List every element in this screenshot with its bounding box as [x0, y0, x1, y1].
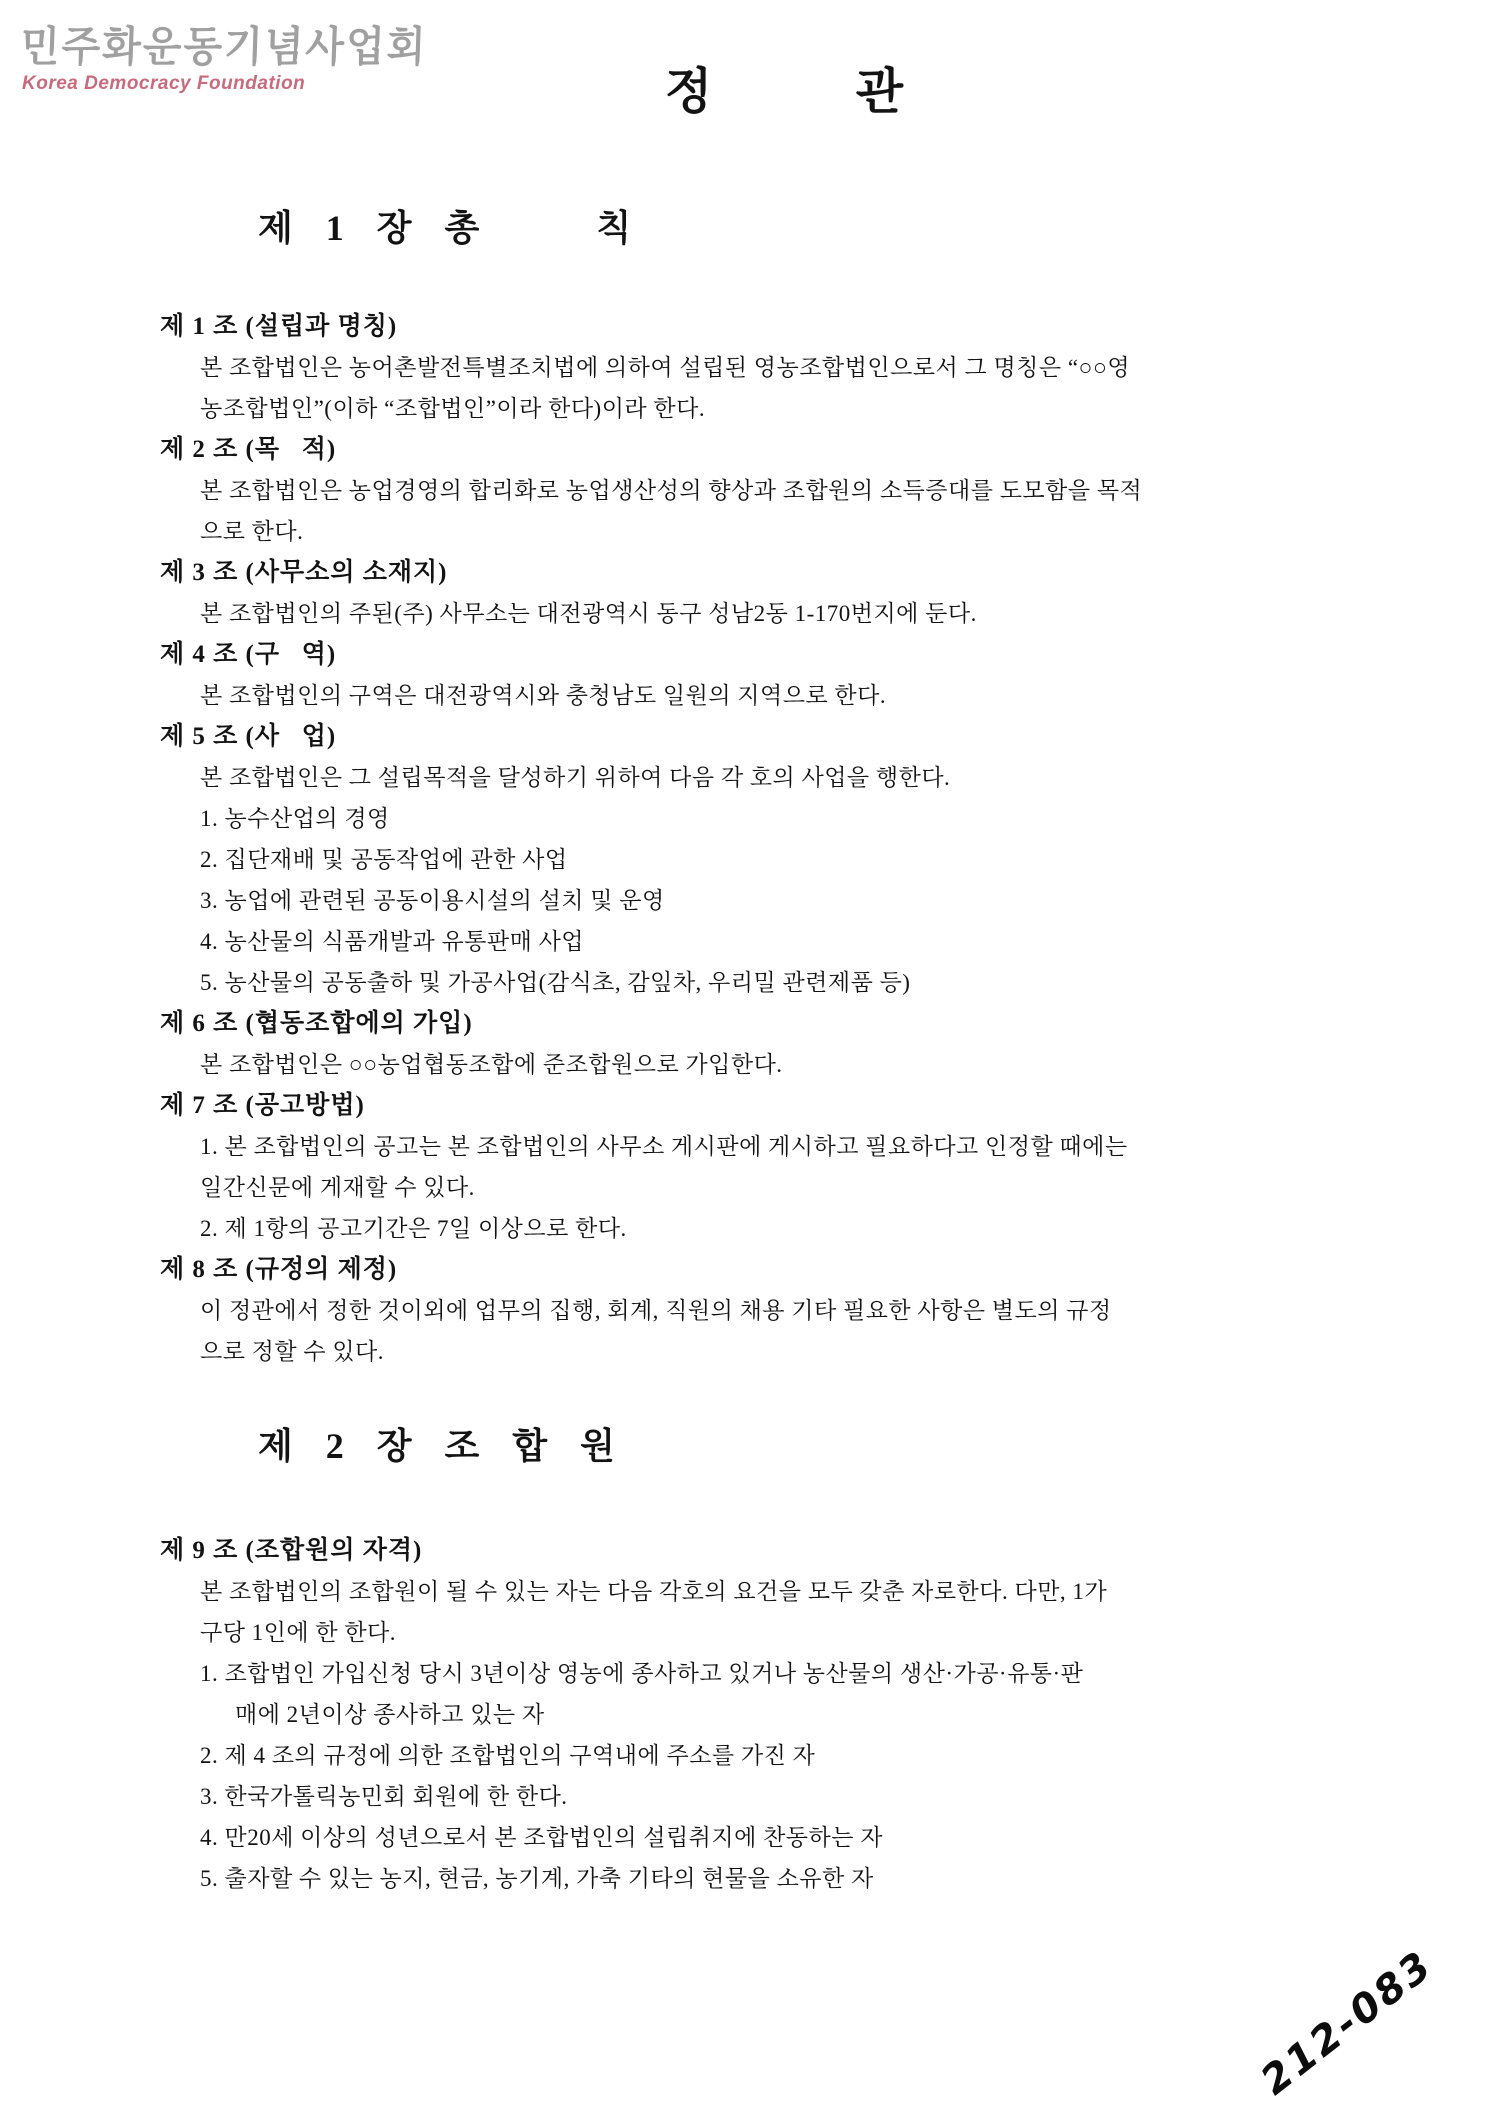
article-3 [160, 552, 1358, 634]
handwritten-archive-number: 212-083 [1252, 1941, 1443, 2105]
article-9-item: 2. 제 4 조의 규정에 의한 조합법인의 구역내에 주소를 가진 자 [200, 1743, 816, 1768]
logo-korean-calligraphy: 민주화운동기념사업회 [20, 23, 429, 72]
chapter-2-heading: 제 2 장 조 합 원 [258, 1426, 627, 1466]
article-3-line: 본 조합법인의 주된(주) 사무소는 대전광역시 동구 성남2동 1-170번지에 둔다. [200, 601, 977, 626]
article-5-item: 5. 농산물의 공동출하 및 가공사업(감식초, 감잎차, 우리밀 관련제품 등) [200, 970, 911, 995]
article-1-line: 본 조합법인은 농어촌발전특별조치법에 의하여 설립된 영농조합법인으로서 그 명칭은 “○○영 [200, 355, 1131, 380]
article-1-line: 농조합법인”(이하 “조합법인”이라 한다)이라 한다. [200, 396, 706, 421]
article-8-line: 이 정관에서 정한 것이외에 업무의 집행, 회계, 직원의 채용 기타 필요한 사항은 별도의 규정 [200, 1298, 1112, 1323]
article-9-heading: 제 9 조 (조합원의 자격) [160, 1537, 423, 1564]
article-4-heading: 제 4 조 (구 역) [160, 641, 337, 668]
document-title: 정 관 [664, 64, 914, 119]
article-9 [160, 1530, 1358, 1899]
article-2-heading: 제 2 조 (목 적) [160, 436, 337, 463]
article-6-heading: 제 6 조 (협동조합에의 가입) [160, 1010, 473, 1037]
article-1 [160, 306, 1358, 429]
article-9-item: 4. 만20세 이상의 성년으로서 본 조합법인의 설립취지에 찬동하는 자 [200, 1825, 883, 1850]
article-5 [160, 716, 1358, 1003]
article-7-item: 1. 본 조합법인의 공고는 본 조합법인의 사무소 게시판에 게시하고 필요하다고 인정할 때에는 [200, 1134, 1128, 1159]
article-6-line: 본 조합법인은 ○○농업협동조합에 준조합원으로 가입한다. [200, 1052, 783, 1077]
article-5-line: 본 조합법인은 그 설립목적을 달성하기 위하여 다음 각 호의 사업을 행한다. [200, 765, 951, 790]
article-5-item: 4. 농산물의 식품개발과 유통판매 사업 [200, 929, 585, 954]
article-5-item: 1. 농수산업의 경영 [200, 806, 390, 831]
article-9-item: 3. 한국가톨릭농민회 회원에 한 한다. [200, 1784, 568, 1809]
article-7-item: 2. 제 1항의 공고기간은 7일 이상으로 한다. [200, 1216, 627, 1241]
article-8-line: 으로 정할 수 있다. [200, 1339, 385, 1364]
article-7 [160, 1085, 1358, 1249]
article-2-line: 본 조합법인은 농업경영의 합리화로 농업생산성의 향상과 조합원의 소득증대를 도모함을 목적 [200, 478, 1143, 503]
article-2-line: 으로 한다. [200, 519, 304, 544]
article-9-item: 5. 출자할 수 있는 농지, 현금, 농기계, 가축 기타의 현물을 소유한 자 [200, 1866, 874, 1891]
article-8 [160, 1249, 1358, 1372]
article-9-line: 구당 1인에 한 한다. [200, 1620, 397, 1645]
article-5-heading: 제 5 조 (사 업) [160, 723, 337, 750]
article-6 [160, 1003, 1358, 1085]
chapter-1-heading: 제 1 장 총 칙 [258, 208, 644, 248]
article-8-heading: 제 8 조 (규정의 제정) [160, 1256, 398, 1283]
article-5-item: 2. 집단재배 및 공동작업에 관한 사업 [200, 847, 568, 872]
article-9-item: 1. 조합법인 가입신청 당시 3년이상 영농에 종사하고 있거나 농산물의 생산·가공·유통·판 [200, 1661, 1084, 1686]
article-1-heading: 제 1 조 (설립과 명칭) [160, 313, 398, 340]
article-4 [160, 634, 1358, 716]
article-7-item-continuation: 일간신문에 게재할 수 있다. [200, 1175, 475, 1200]
logo-english-text: Korea Democracy Foundation [22, 73, 306, 94]
article-5-item: 3. 농업에 관련된 공동이용시설의 설치 및 운영 [200, 888, 665, 913]
article-9-line: 본 조합법인의 조합원이 될 수 있는 자는 다음 각호의 요건을 모두 갖춘 자로한다. 다만, 1가 [200, 1579, 1108, 1604]
korea-democracy-foundation-logo [22, 14, 428, 95]
article-2 [160, 429, 1358, 552]
document-body [0, 66, 1498, 1899]
article-9-item-continuation: 매에 2년이상 종사하고 있는 자 [235, 1702, 545, 1727]
article-4-line: 본 조합법인의 구역은 대전광역시와 충청남도 일원의 지역으로 한다. [200, 683, 887, 708]
article-3-heading: 제 3 조 (사무소의 소재지) [160, 559, 448, 586]
article-7-heading: 제 7 조 (공고방법) [160, 1092, 365, 1119]
